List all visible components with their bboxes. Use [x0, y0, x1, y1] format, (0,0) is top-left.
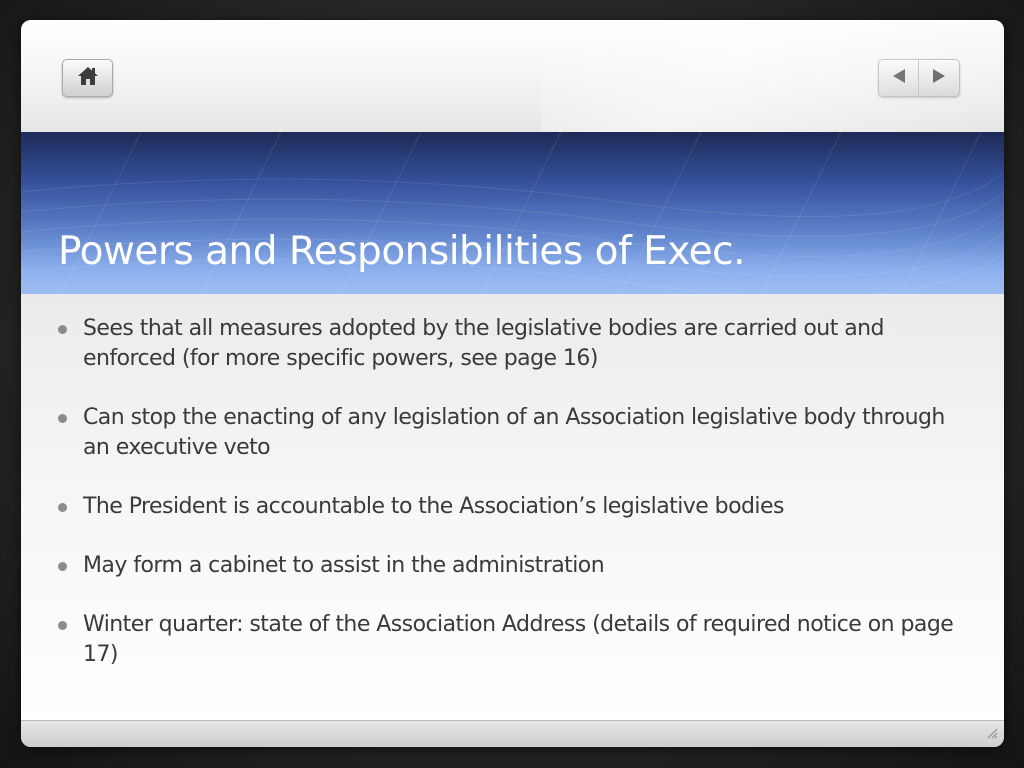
slide-content: [21, 294, 1004, 721]
bullet-dot-icon: [58, 414, 67, 423]
left-arrow-icon: [892, 68, 906, 88]
title-band: [21, 132, 1004, 294]
bullet-text: The President is accountable to the Association’s legislative bodies: [83, 494, 784, 519]
right-arrow-icon: [932, 68, 946, 88]
bullet-dot-icon: [58, 325, 67, 334]
slide-title: Powers and Responsibilities of Exec.: [58, 229, 745, 274]
bullet-text: Winter quarter: state of the Association Address (details of required notice on page 17): [83, 612, 954, 667]
slide-navigation: [878, 59, 960, 97]
bullet-item: [21, 492, 1004, 522]
top-band: [21, 20, 1004, 132]
bullet-text: Can stop the enacting of any legislation of an Association legislative body through an executive veto: [83, 405, 945, 460]
next-slide-button[interactable]: [919, 60, 959, 96]
bullet-dot-icon: [58, 621, 67, 630]
bullet-item: [21, 610, 1004, 670]
bullet-text: Sees that all measures adopted by the legislative bodies are carried out and enforced (for more specific powers, see page 16): [83, 316, 884, 371]
slide: [21, 20, 1004, 747]
bullet-item: [21, 403, 1004, 463]
bullet-text: May form a cabinet to assist in the administration: [83, 553, 605, 578]
home-icon: [77, 66, 99, 90]
bottom-bar: [21, 720, 1004, 747]
bullet-dot-icon: [58, 562, 67, 571]
bullet-item: [21, 314, 1004, 374]
resize-grip-icon[interactable]: [986, 724, 998, 743]
bullet-item: [21, 551, 1004, 581]
bullet-dot-icon: [58, 503, 67, 512]
bullet-list: [21, 314, 1004, 699]
previous-slide-button[interactable]: [879, 60, 919, 96]
home-button[interactable]: [62, 59, 113, 97]
